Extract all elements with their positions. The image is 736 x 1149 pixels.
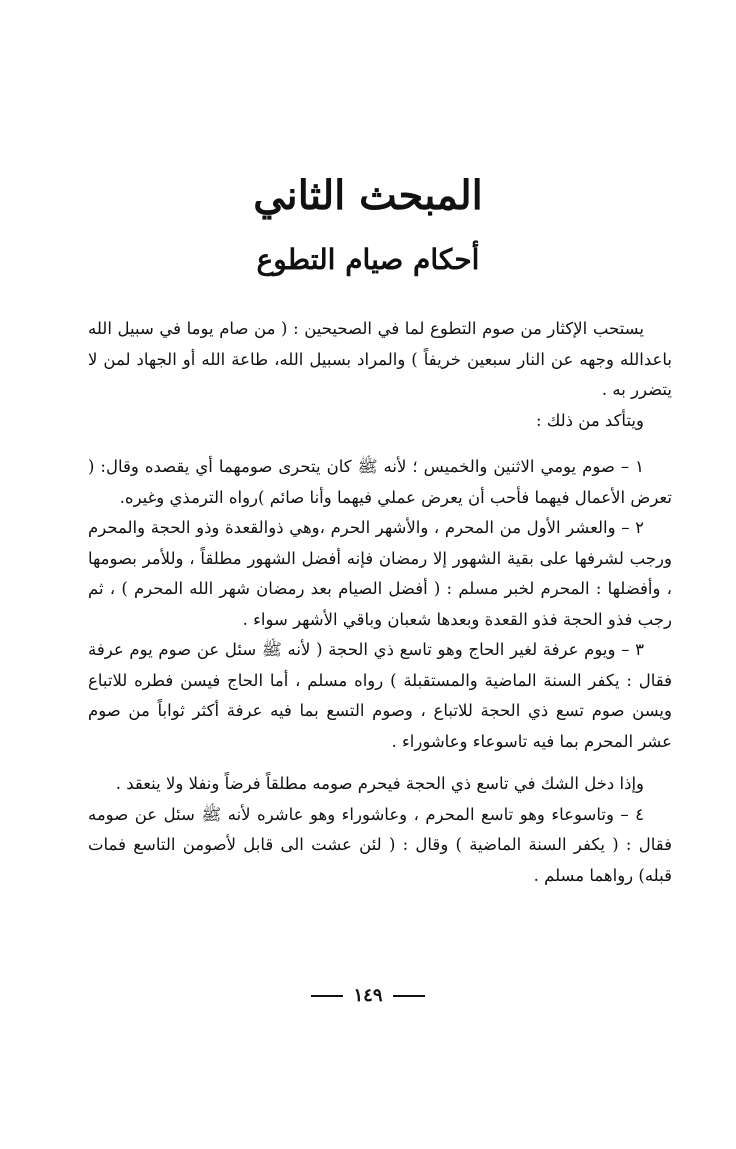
doubt-paragraph: وإذا دخل الشك في تاسع ذي الحجة فيحرم صومه مطلقاً فرضاً ونفلا ولا ينعقد . [115,774,644,793]
item-1-paragraph: ١ – صوم يومي الاثنين والخميس ؛ لأنه ﷺ كان يتحرى صومهما أي يقصده وقال: ( تعرض الأعمال فيهما فأحب أن يعرض عملي فيهما وأنا صائم )رواه الترمذي وغيره. [88,457,672,507]
body-text [88,314,672,891]
page-number-footer [0,985,736,1006]
page-number: ١٤٩ [353,985,383,1006]
left-dash [393,995,425,997]
chapter-title: المبحث الثاني [253,172,483,219]
right-dash [311,995,343,997]
item-3-paragraph: ٣ – ويوم عرفة لغير الحاج وهو تاسع ذي الحجة ( لأنه ﷺ سئل عن صوم يوم عرفة فقال : يكفر السنة الماضية والمستقبلة ) رواه مسلم ، أما الحاج فيسن فطره للاتباع ويسن صوم تسع ذي الحجة للاتباع ، وصوم التسع بما فيه عرفة أكثر ثواباً من صوم عشر المحرم بما فيه تاسوعاء وعاشوراء . [88,640,672,751]
item-2-paragraph: ٢ – والعشر الأول من المحرم ، والأشهر الحرم ،وهي ذوالقعدة وذو الحجة والمحرم ورجب لشرفها على بقية الشهور إلا رمضان فإنه أفضل الشهور مطلقاً ، وللأمر بصومها ، وأفضلها : المحرم لخبر مسلم : ( أفضل الصيام بعد رمضان شهر الله المحرم ) ، ثم رجب فذو الحجة فذو القعدة وبعدها شعبان وباقي الأشهر سواء . [88,518,672,629]
item-4-paragraph: ٤ – وتاسوعاء وهو تاسع المحرم ، وعاشوراء وهو عاشره لأنه ﷺ سئل عن صومه فقال : ( يكفر السنة الماضية ) وقال : ( لئن عشت الى قابل لأصومن التاسع فمات قبله) رواهما مسلم . [88,804,672,885]
intro-paragraph: يستحب الإكثار من صوم التطوع لما في الصحيحين : ( من صام يوما في سبيل الله باعدالله وجهه عن النار سبعين خريفاً ) والمراد بسبيل الله، طاعة الله أو الجهاد لمن لا يتضرر به . [88,319,672,399]
section-title: أحكام صيام التطوع [256,243,480,276]
emphasis-intro: ويتأكد من ذلك : [535,410,644,430]
